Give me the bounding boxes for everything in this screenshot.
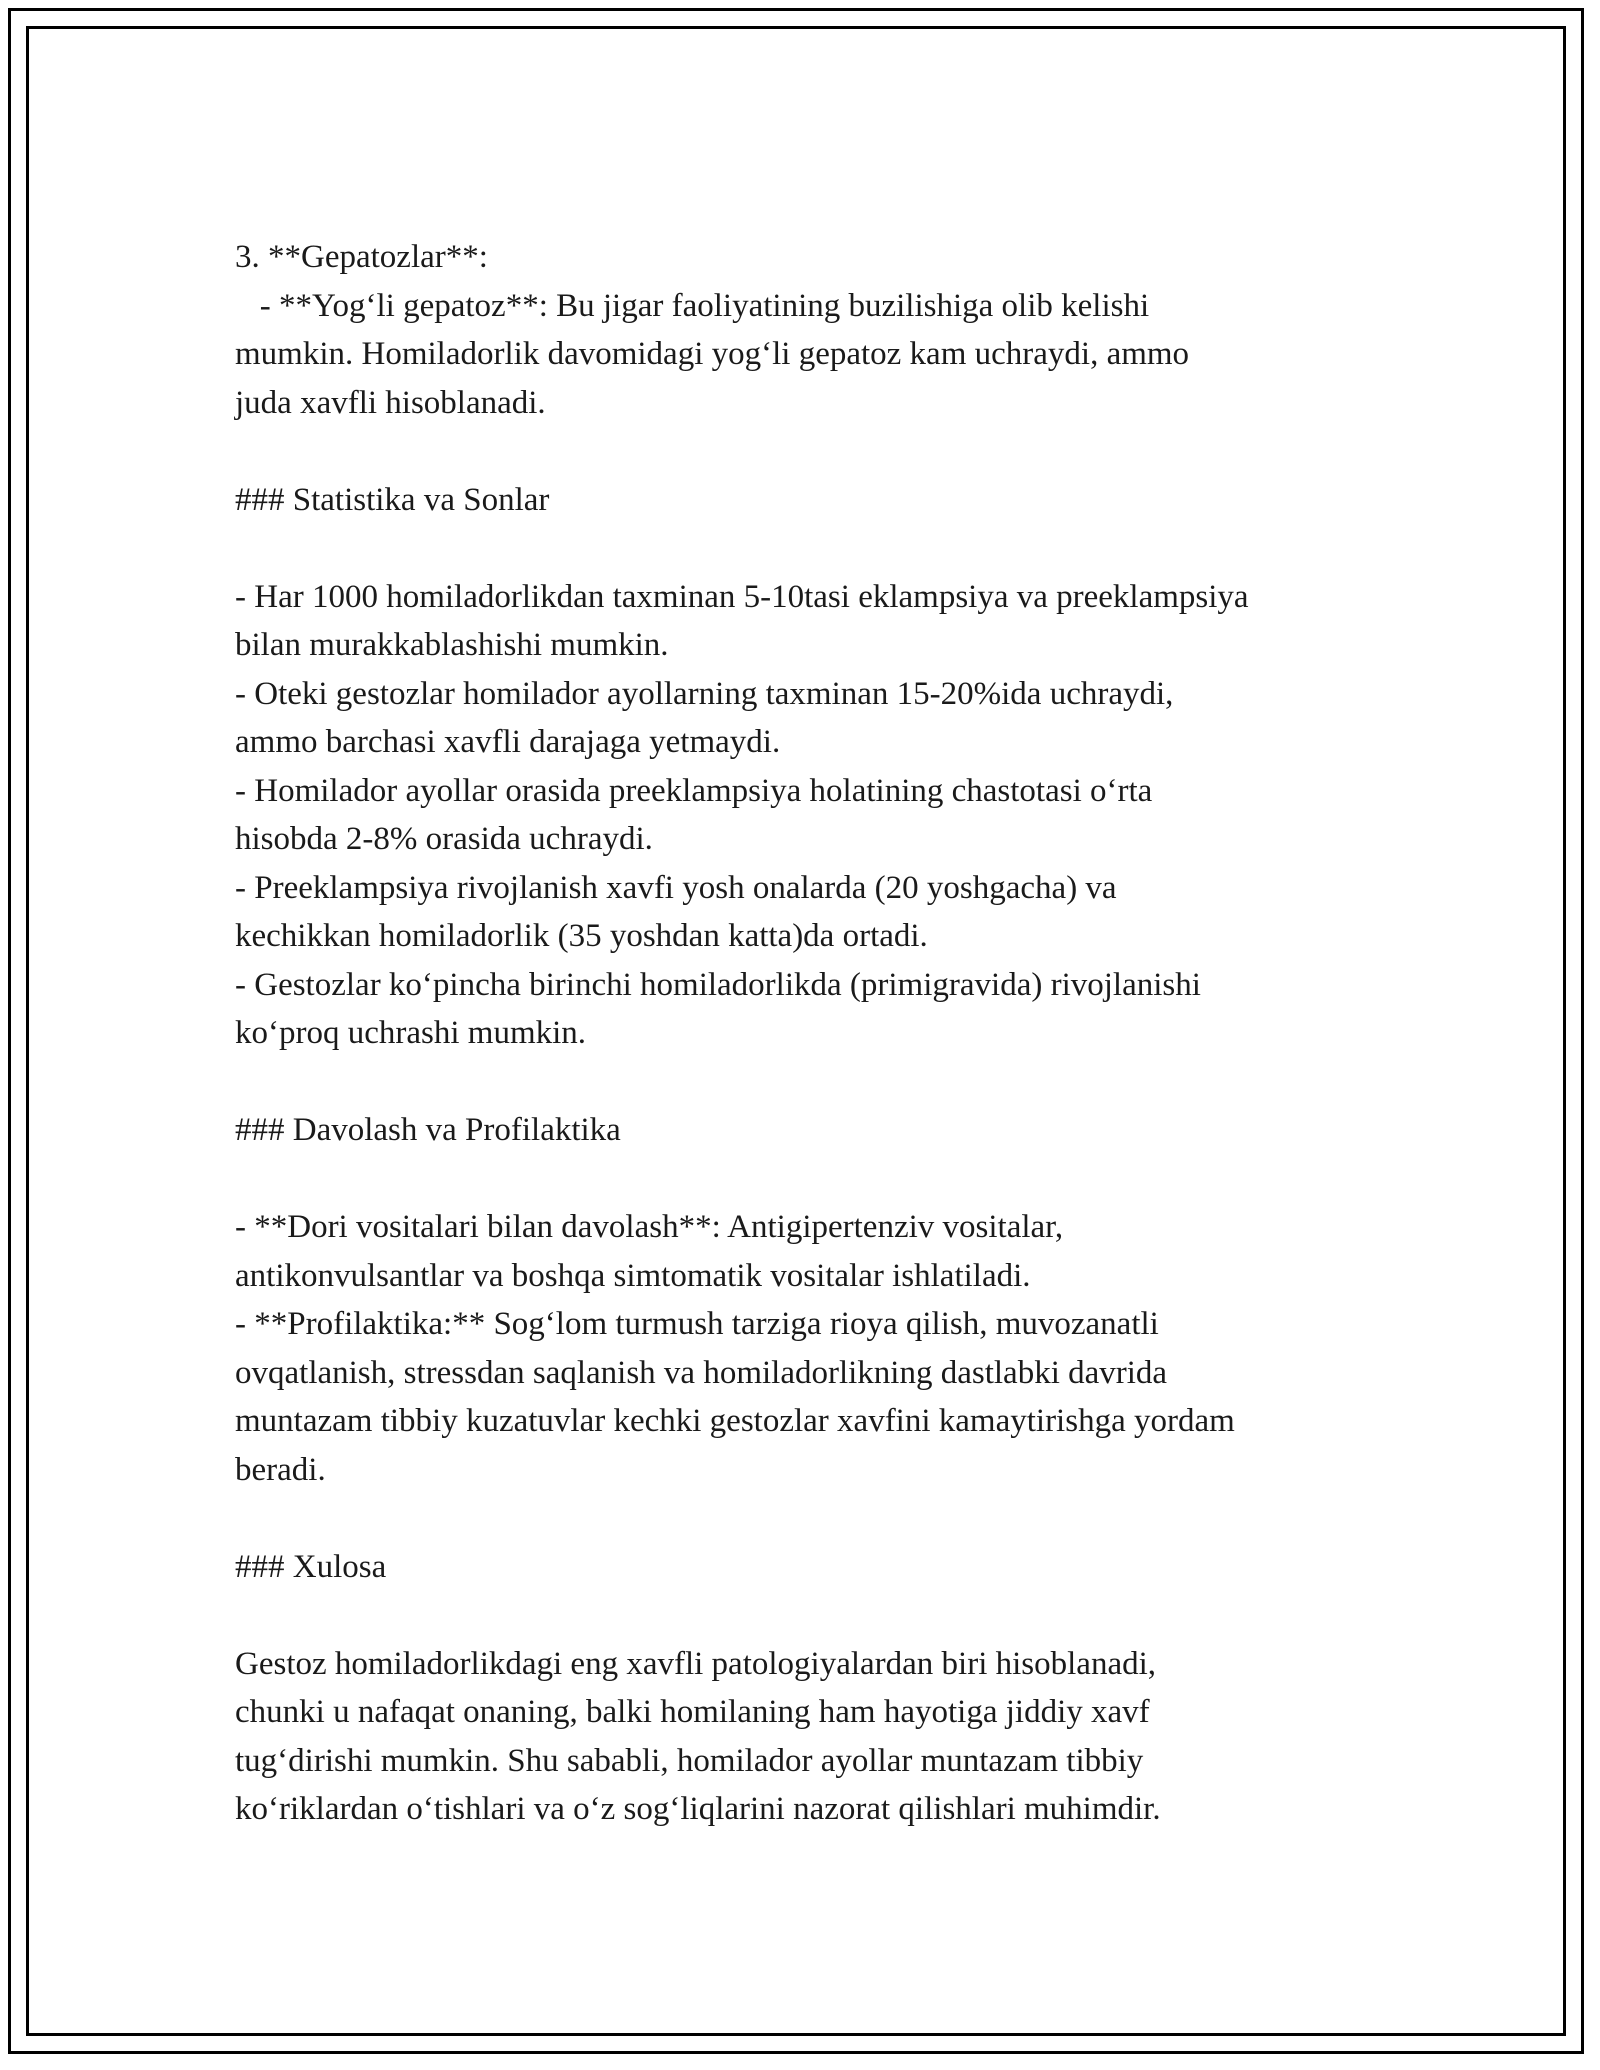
text-line: - Har 1000 homiladorlikdan taxminan 5-10tasi eklampsiya va preeklampsiya xyxy=(235,578,1249,615)
text-line: juda xavfli hisoblanadi. xyxy=(235,384,546,421)
text-line: muntazam tibbiy kuzatuvlar kechki gestozlar xavfini kamaytirishga yordam xyxy=(235,1403,1235,1439)
text-line: - Homilador ayollar orasida preeklampsiya holatining chastotasi o‘rta xyxy=(235,772,1153,809)
text-line: beradi. xyxy=(235,1451,326,1488)
blank-line xyxy=(235,427,1375,476)
list-item-heading: 3. **Gepatozlar**: xyxy=(235,239,488,275)
blank-line xyxy=(235,1591,1375,1640)
text-line: ammo barchasi xavfli darajaga yetmaydi. xyxy=(235,724,781,760)
blank-line xyxy=(235,1155,1375,1204)
section-heading-xulosa: ### Xulosa xyxy=(235,1548,387,1585)
text-line: - Gestozlar ko‘pincha birinchi homiladorlikda (primigravida) rivojlanishi xyxy=(235,966,1201,1003)
document-body xyxy=(235,233,1375,1834)
blank-line xyxy=(235,1058,1375,1107)
text-line: - **Profilaktika:** Sog‘lom turmush tarziga rioya qilish, muvozanatli xyxy=(235,1306,1159,1342)
blank-line xyxy=(235,524,1375,573)
text-line: ovqatlanish, stressdan saqlanish va homiladorlikning dastlabki davrida xyxy=(235,1354,1168,1391)
text-line: chunki u nafaqat onaning, balki homilaning ham hayotiga jiddiy xavf xyxy=(235,1694,1150,1730)
section-heading-statistika: ### Statistika va Sonlar xyxy=(235,481,550,518)
text-line: - Oteki gestozlar homilador ayollarning taxminan 15-20%ida uchraydi, xyxy=(235,675,1174,712)
text-line: kechikkan homiladorlik (35 yoshdan katta)da ortadi. xyxy=(235,918,928,954)
text-line: antikonvulsantlar va boshqa simtomatik vositalar ishlatiladi. xyxy=(235,1257,1031,1294)
text-line: tug‘dirishi mumkin. Shu sababli, homilador ayollar muntazam tibbiy xyxy=(235,1742,1144,1779)
text-line: ko‘proq uchrashi mumkin. xyxy=(235,1015,587,1051)
text-line: ko‘riklardan o‘tishlari va o‘z sog‘liqlarini nazorat qilishlari muhimdir. xyxy=(235,1791,1161,1827)
text-line: - **Dori vositalari bilan davolash**: Antigipertenziv vositalar, xyxy=(235,1209,1064,1245)
text-line: bilan murakkablashishi mumkin. xyxy=(235,627,669,663)
text-line: mumkin. Homiladorlik davomidagi yog‘li gepatoz kam uchraydi, ammo xyxy=(235,336,1190,372)
text-line: - **Yog‘li gepatoz**: Bu jigar faoliyatining buzilishiga olib kelishi xyxy=(235,287,1150,324)
blank-line xyxy=(235,1494,1375,1543)
text-line: - Preeklampsiya rivojlanish xavfi yosh onalarda (20 yoshgacha) va xyxy=(235,869,1117,906)
text-line: hisobda 2-8% orasida uchraydi. xyxy=(235,821,653,857)
section-heading-davolash: ### Davolash va Profilaktika xyxy=(235,1112,621,1148)
text-line: Gestoz homiladorlikdagi eng xavfli patologiyalardan biri hisoblanadi, xyxy=(235,1645,1157,1682)
